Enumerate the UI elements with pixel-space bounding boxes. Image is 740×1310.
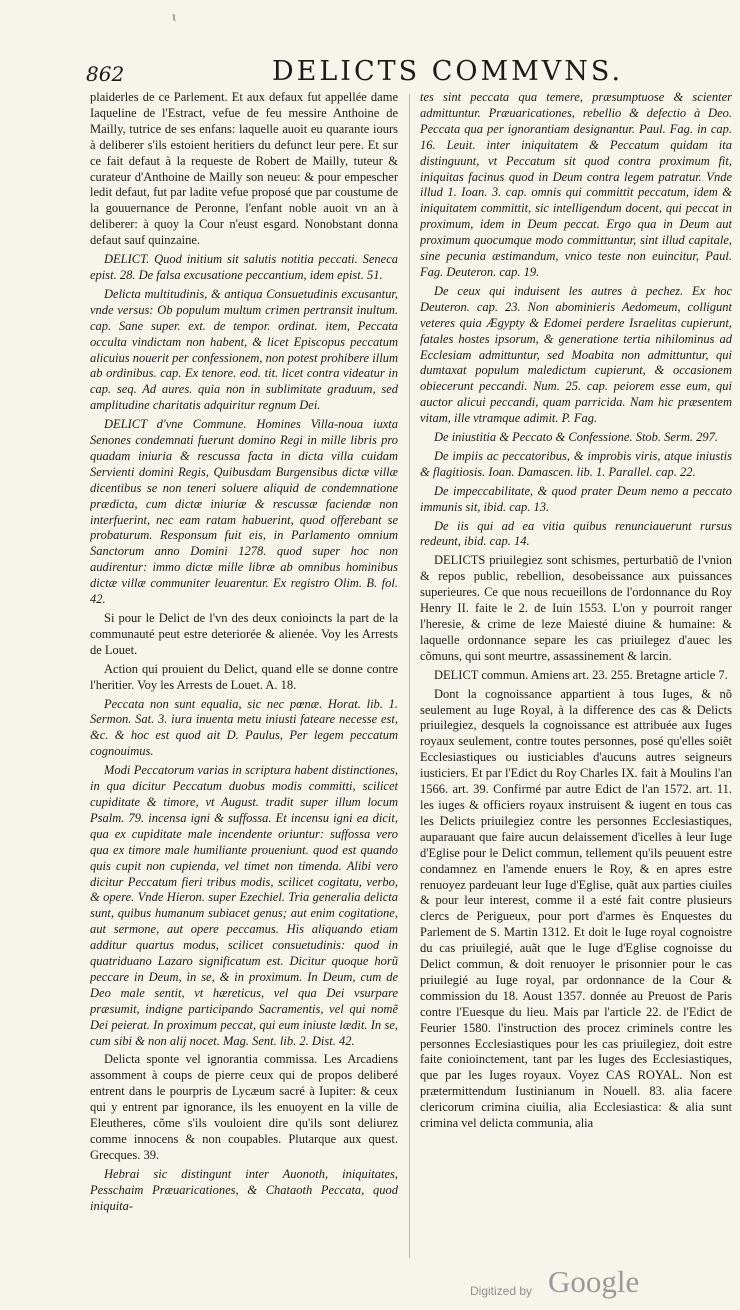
google-logo: Google (548, 1264, 640, 1299)
paragraph: Hebrai sic distingunt inter Auonoth, iniquitates, Pesschaim Præuaricationes, & Chataoth Peccata, quod iniquita- (90, 1166, 398, 1213)
right-column (420, 90, 732, 1270)
column-divider (409, 94, 410, 1258)
paragraph: Peccata non sunt equalia, sic nec pœnæ. Horat. lib. 1. Sermon. Sat. 3. iura inuenta metu iniusti fateare necesse est, &c. & hoc est quod ait D. Paulus, Per legem peccatum cognouimus. (90, 696, 398, 759)
printer-mark: ɩ (172, 10, 177, 24)
paragraph: De impeccabilitate, & quod prater Deum nemo a peccato immunis sit, ibid. cap. 13. (420, 483, 732, 514)
page-header (0, 56, 740, 92)
paragraph: Delicta sponte vel ignorantia commissa. Les Arcadiens assomment à coups de pierre ceux qui de propos deliberé entrent dans le pourpris de Lycæum sacré à Iupiter: & ceux qui y entrent par ignorance, ils les enuoyent en la ville de Eleutheres, cõme s'ils vouloient dire qu'ils sont deliurez comme innocens & non coupables. Plutarque aux quest. Grecques. 39. (90, 1052, 398, 1162)
paragraph: De ceux qui induisent les autres à pechez. Ex hoc Deuteron. cap. 23. Non abominieris Aedomeum, colligunt veteres quia Ægypty & Edomei perdere Israelitas cupierunt, fatales hostes ipsorum, & generatione tertia nihilominus ad Ecclesiam admittuntur, sed Moabita non admittuntur, qui dumtaxat populum maledictum cupierunt, & occasionem obiecerunt peccandi. Num. 25. cap. peiorem esse eum, qui auctor alicui peccandi, quam parricida. Nam hic præsentem vitam, ille vtramque adimit. P. Fag. (420, 283, 732, 426)
page-number: 862 (86, 62, 125, 86)
paragraph: tes sint peccata qua temere, præsumptuose & scienter admittuntur. Præuaricationes, rebellio & defectio à Deo. Peccata qua per ignorantiam designantur. Paul. Fag. in cap. 16. Leuit. inter iniquitatem & Peccatum quidam ita distinguunt, vt Peccatum sit quod contra proximum fit, iniquitas facinus quod in Deum contra legem patratur. Vnde illud 1. Ioan. 3. cap. omnis qui committit peccatum, idem & iniquitatem committit, sic intelligendum docent, qui peccat in proximum, idem in Deum peccat. Ergo qua in Deum aut proximum quocumque modo committuntur, sint illud capitale, sine pecunia æstimandum, vnico teste non euincitur, Paul. Fag. Deuteron. cap. 19. (420, 90, 732, 279)
paragraph: DELICT commun. Amiens art. 23. 255. Bretagne article 7. (434, 667, 728, 682)
paragraph: DELICTS priuilegiez sont schismes, perturbatiõ de l'vnion & repos public, rebellion, desobeissance aux puissances superieures. Ce que nous recueillons de l'ordonnance du Roy Henry II. faite le 2. de Iuin 1553. L'on y pourroit ranger l'heresie, & crime de leze Maiesté diuine & humaine: & laquelle ordonnance separe les cas priuilegez d'auec les cõmuns, qui sont meurtre, assassinement & larcin. (420, 553, 732, 663)
paragraph: Si pour le Delict de l'vn des deux conioincts la part de la communauté peut estre deteriorée & alienée. Voy les Arrests de Louet. (90, 611, 398, 657)
paragraph: plaiderles de ce Parlement. Et aux defaux fut appellée dame Iaqueline de l'Estract, vefue de feu messire Anthoine de Mailly, tutrice de ses enfans: laquelle auoit eu quarante iours à deliberer s'ils estoient heritiers du defunct leur pere. Et sur ce fait defaut à la requeste de Robert de Mailly, tuteur & curateur d'Anthoine de Mailly son neueu: & pour empescher ledit defaut, fut par ladite vefue proposé que par coustume de la gouuernance de Peronne, l'enfant noble auoit vn an à deliberer: à quoy la Cour n'eust esgard. Nonobstant donna defaut sauf quinzaine. (90, 90, 398, 248)
paragraph: DELICT. Quod initium sit salutis notitia peccati. Seneca epist. 28. De falsa excusatione peccantium, idem epist. 51. (90, 252, 398, 282)
digitized-by-label: Digitized by (470, 1284, 533, 1298)
running-head: DELICTS COMMVNS. (272, 56, 624, 87)
paragraph: Modi Peccatorum varias in scriptura habent distinctiones, in qua dicitur Peccatum duobus modis committi, scilicet cupiditate & timore, vt August. tradit super illum locum Psalm. 79. incensa igni & suffossa. Et incensu igni ea dicit, qua ex cupiditate male incendente oriuntur: suffossa vero qua ex timore male humiliante proueniunt. quod est quando quis cupit non cupienda, vel timet non timenda. Alibi vero dicitur Peccatum fieri tribus modis, scilicet cogitatu, verbo, & opere. Vnde Hieron. super Ezechiel. Tria generalia delicta sunt, quibus humanum subiacet genus; aut enim cogitatione, aut sermone, aut opere peccamus. His aliquando etiam additur quartus modus, scilicet consuetudinis: quod in quatriduano Lazaro significatum est. Dicitur quoque horũ peccare in Deum, in se, & in proximum. In Deum, cum de Deo male sentit, vt hæreticus, vel qua Dei vsurpare præsumit, indigne participando Sacramentis, vel qui nomẽ Dei peierat. In proximum peccat, qui eum iniuste lædit. In se, cum sibi & non alij nocet. Mag. Sent. lib. 2. Dist. 42. (90, 763, 398, 1048)
paragraph: De impiis ac peccatoribus, & improbis viris, atque iniustis & flagitiosis. Ioan. Damascen. lib. 1. Parallel. cap. 22. (420, 448, 732, 479)
paragraph: DELICT d'vne Commune. Homines Villa-noua iuxta Senones condemnati fuerunt domino Regi in mille libris pro quadam iniuria & rescussa facta in dicta villa cuidam Servienti domini Regis, Quibusdam Burgensibus dictæ villæ dicentibus se non teneri soluere aliquid de condemnatione prædicta, cum dictæ iniuriæ & rescussæ faciendæ non interfuerint, nec eam ratam habuerint, quod offerebant se probaturum. Responsum fuit eis, in Parlamento omnium Sanctorum anno Domini 1278. quod super hoc non audirentur: immo dictæ mille libræ ab omnibus hominibus dictæ villæ communiter leuarentur. Ex registro Olim. B. fol. 42. (90, 417, 398, 607)
paragraph: Action qui prouient du Delict, quand elle se donne contre l'heritier. Voy les Arrests de Louet. A. 18. (90, 661, 398, 692)
paragraph: De iniustitia & Peccato & Confessione. Stob. Serm. 297. (434, 430, 718, 445)
left-column (90, 90, 398, 1270)
paragraph: De iis qui ad ea vitia quibus renunciauerunt rursus redeunt, ibid. cap. 14. (420, 518, 732, 549)
paragraph: Dont la cognoissance appartient à tous Iuges, & nõ seulement au Iuge Royal, à la difference des cas & Delicts priuilegiez, desquels la cognoissance est attribuée aux Iuges royaux seulement, contre toutes personnes, posé qu'elles soiẽt Ecclesiastiques ou iusticiables d'aucuns autres seigneurs iusticiers. Et par l'Edict du Roy Charles IX. fait à Moulins l'an 1566. art. 39. Confirmé par autre Edict de l'an 1572. art. 11. les iuges & officiers royaux instruisent & iugent en tous cas les Delicts priuilegiez contre les personnes Ecclesiastiques, auparauant que faire aucun delaissement d'icelles à leur Iuge d'Eglise pour le Delict commun, tellement qu'ils peuuent estre condamnez en l'amende enuers le Roy, & en apres estre renuoyez pardeuant leur Iuge d'Eglise, quãt aux parties ciuiles & pour leur interest, comme il a esté fait contre plusieurs clercs de Perigueux, pour port d'armes ès Enquestes du Parlement de S. Martin 1312. Et doit le Iuge royal cognoistre du cas priuilegié, auãt que le Iuge d'Eglise cognoisse du Delict commun, & doit renuoyer le prisonnier pour le cas priuilegié au Iuge royal, par ordonnance de la Cour & commission du 18. Aoust 1357. donnée au Preuost de Paris contre l'Euesque du lieu. Mais par l'article 22. de l'Edict de Feurier 1580. l'instruction des procez criminels contre les personnes Ecclesiastiques pour les cas priuilegiez, doit estre faite conioinctement, tant par les Iuges des Ecclesiastiques, que par les Iuges royaux. Voyez CAS ROYAL. Non est prætermittendum Iustinianum in Nouell. 83. alia facere clericorum crimina ciuilia, alia Ecclesiastica: & alia sunt crimina vel delicta communia, alia (420, 686, 732, 1131)
paragraph: Delicta multitudinis, & antiqua Consuetudinis excusantur, vnde versus: Ob populum multum crimen pertransit inultum. cap. Sane super. ext. de tempor. ordinat. item, Peccata occulta vindictam non habent, & licet Episcopus peccatum alicuius nouerit per confessionem, non potest prohibere illum ab ordinibus. cap. Ex tenore. eod. tit. licet contra videatur in cap. seq. Ad aures. quia non in sublimitate graduum, sed amplitudine charitatis adquiritur regnum Dei. (90, 286, 398, 413)
